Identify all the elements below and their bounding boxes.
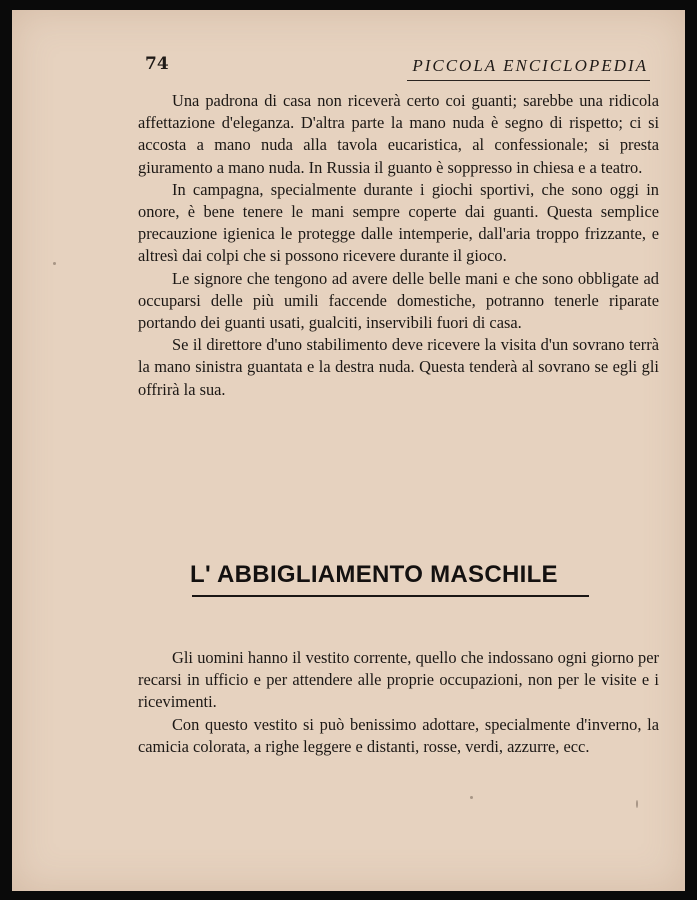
paper-speck <box>636 800 638 808</box>
book-page <box>12 10 685 891</box>
page-number: 74 <box>145 54 169 74</box>
paper-speck <box>53 262 56 265</box>
section-title: L' ABBIGLIAMENTO MASCHILE <box>190 561 558 588</box>
section-title-underline <box>192 595 589 597</box>
text-block-mens-clothing <box>138 647 659 758</box>
paragraph: Le signore che tengono ad avere delle belle mani e che sono obbligate ad occuparsi delle più umili faccende domestiche, potranno tenerle riparate portando dei guanti usati, gualciti, inservibili fuori di casa. <box>138 268 659 333</box>
paragraph: Gli uomini hanno il vestito corrente, quello che indossano ogni giorno per recarsi in ufficio e per attendere alle proprie occupazioni, non per le visite e i ricevimenti. <box>138 648 659 712</box>
running-title: PICCOLA ENCICLOPEDIA <box>412 56 648 75</box>
header-rule <box>407 80 650 81</box>
paragraph: In campagna, specialmente durante i giochi sportivi, che sono oggi in onore, è bene tenere le mani sempre coperte dai guanti. Questa semplice precauzione igienica le protegge dalle intemperie, dall'aria troppo frizzante, e altresì dai colpi che si possono ricevere durante il gioco. <box>138 179 659 266</box>
page-header <box>12 54 685 84</box>
paragraph: Con questo vestito si può benissimo adottare, specialmente d'inverno, la camicia colorata, a righe leggere e distanti, rosse, verdi, azzurre, ecc. <box>138 714 659 756</box>
paragraph: Una padrona di casa non riceverà certo coi guanti; sarebbe una ridicola affettazione d'eleganza. D'altra parte la mano nuda è segno di rispetto; ci si accosta a mano nuda alla tavola eucaristica, al confessionale; si presta giuramento a mano nuda. In Russia il guanto è soppresso in chiesa e a teatro. <box>138 91 659 177</box>
paper-speck <box>470 796 473 799</box>
paragraph: Se il direttore d'uno stabilimento deve ricevere la visita d'un sovrano terrà la mano sinistra guantata e la destra nuda. Questa tenderà al sovrano se egli gli offrirà la sua. <box>138 335 659 399</box>
text-block-gloves <box>138 90 659 401</box>
